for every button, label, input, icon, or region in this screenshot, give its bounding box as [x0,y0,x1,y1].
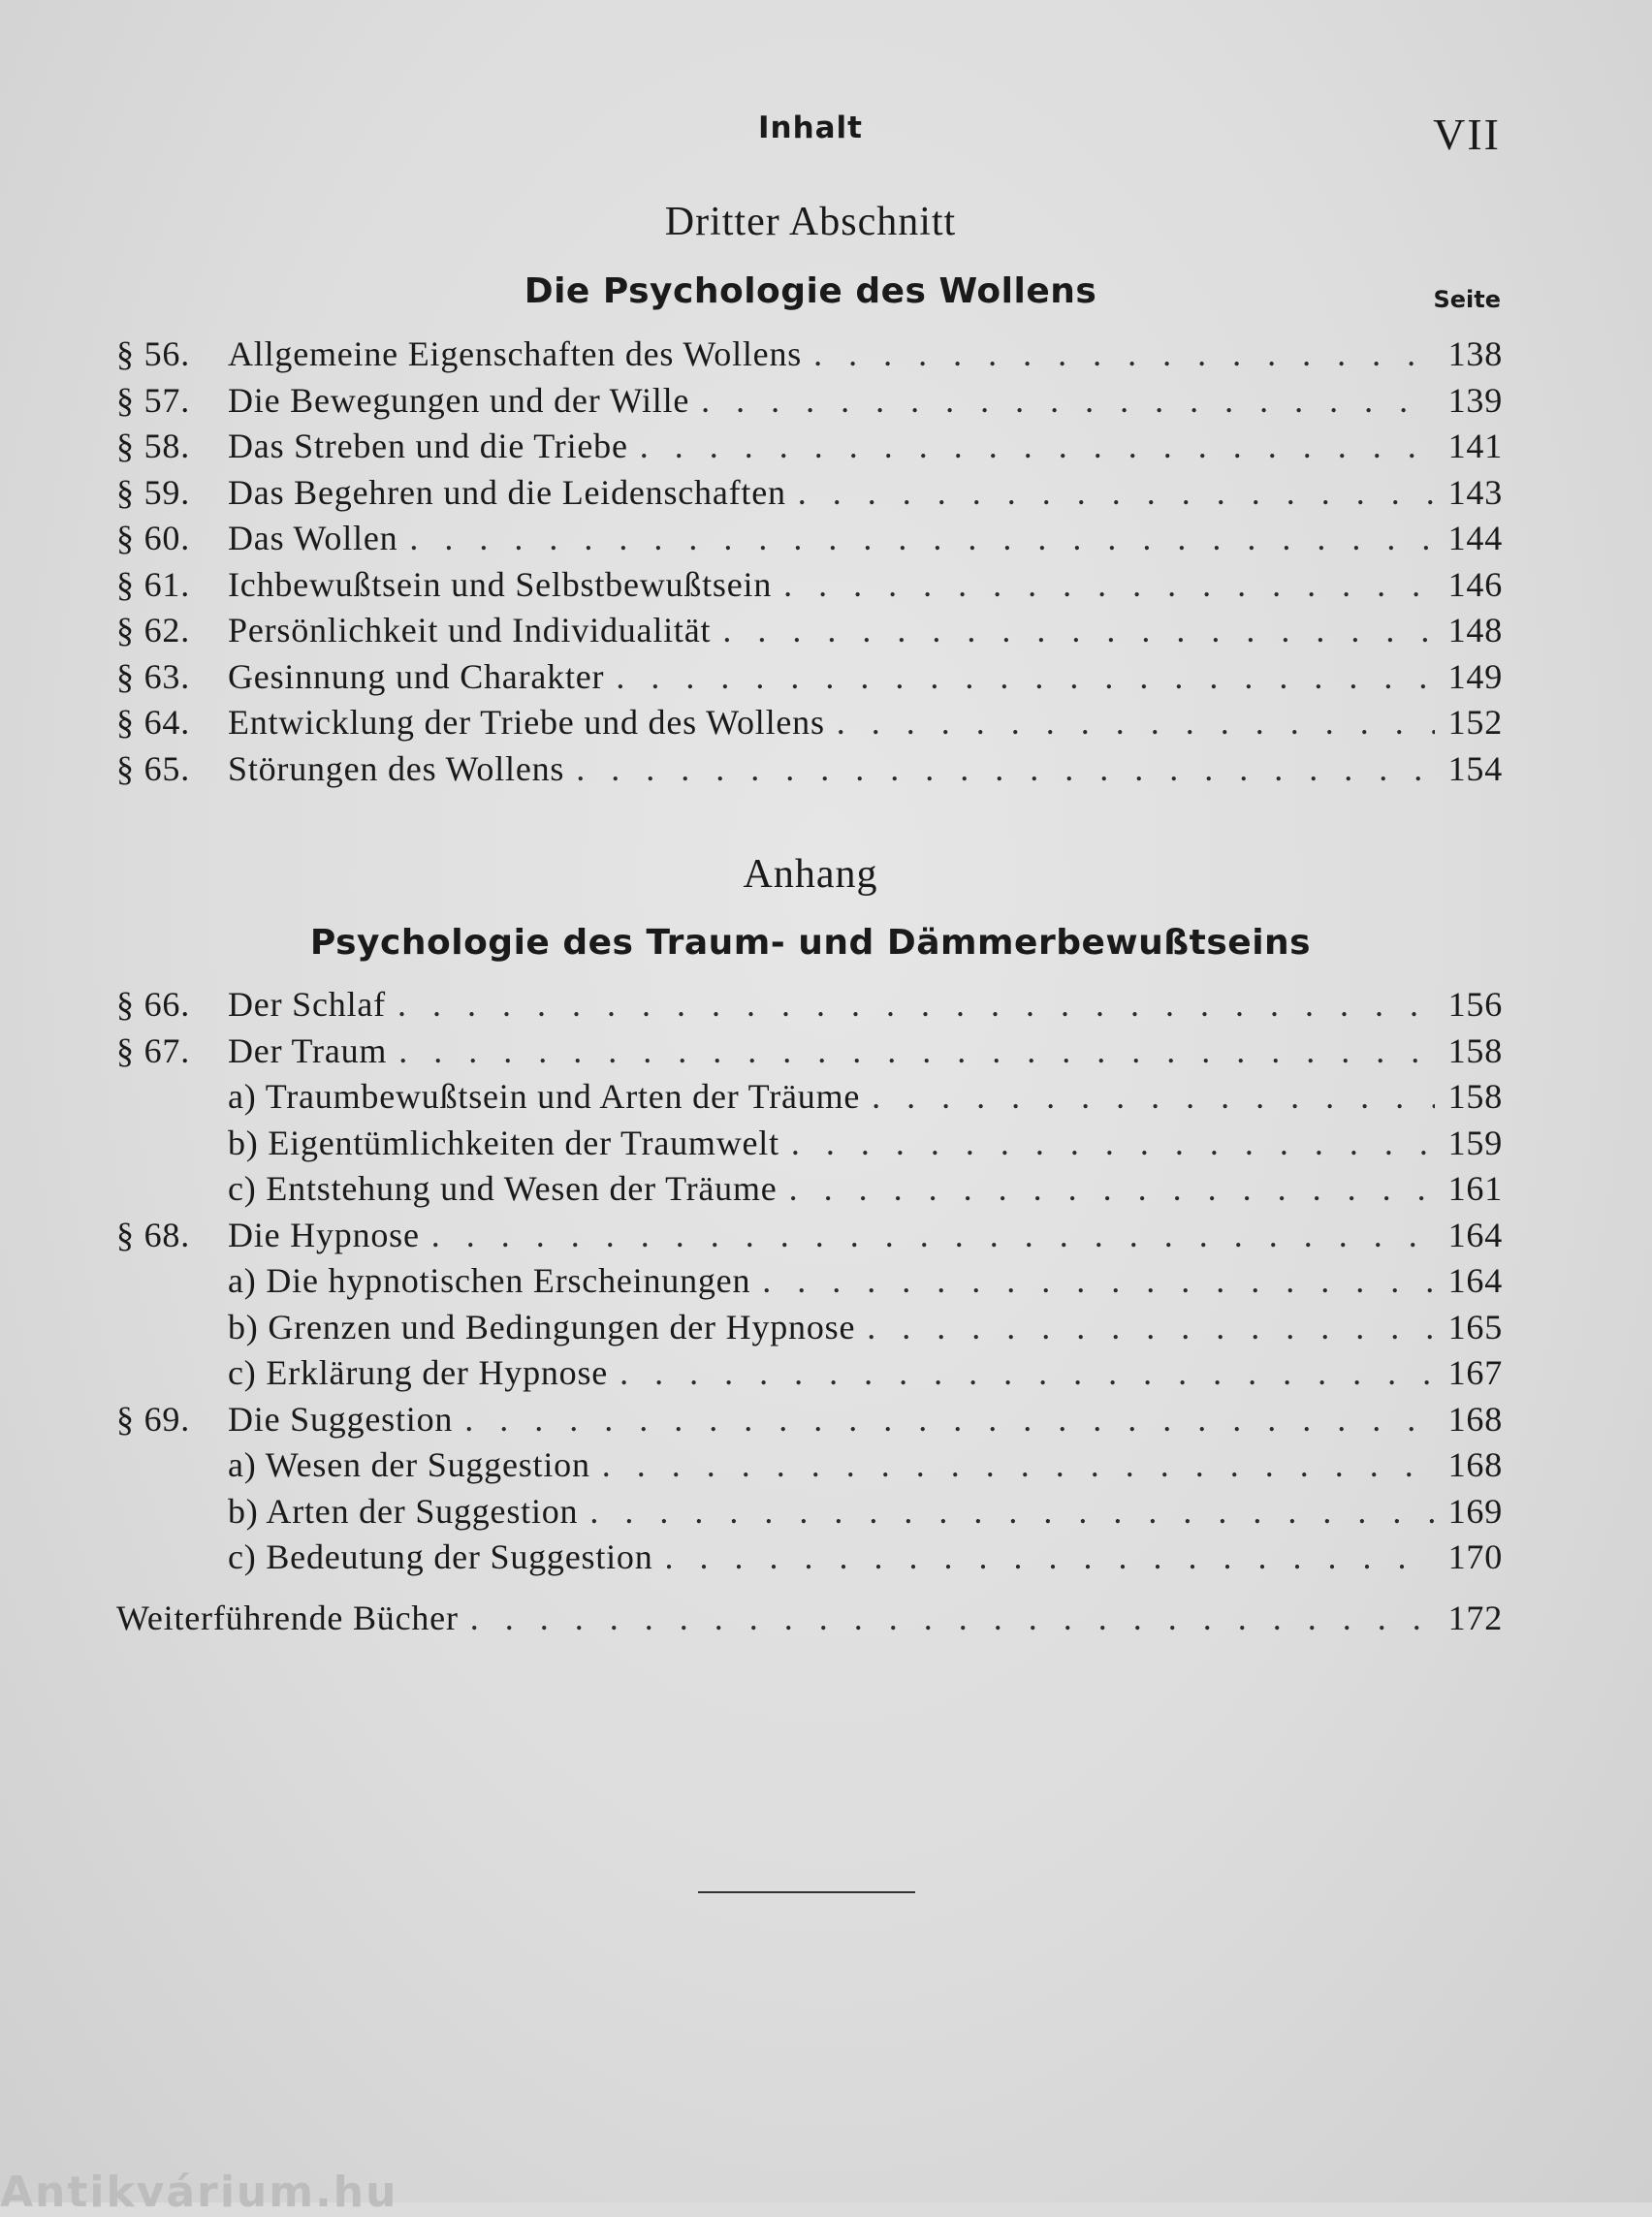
dot-leader [867,1307,1435,1347]
toc-entry[interactable] [116,380,1503,427]
toc-entry-label: Der Traum [228,1030,388,1070]
toc-entry-number: § 69. [116,1399,190,1439]
appendix-toc [116,984,1503,1583]
toc-entry[interactable] [116,564,1503,611]
toc-entry[interactable] [116,702,1503,748]
dot-leader [470,1598,1435,1638]
toc-entry-page: 159 [1447,1123,1503,1162]
dot-leader [789,1168,1435,1209]
toc-subentry[interactable] [116,1123,1503,1169]
toc-entry-label: Die Hypnose [228,1215,420,1254]
toc-entry-page: 161 [1447,1169,1503,1208]
toc-entry-label: Gesinnung und Charakter [228,656,605,696]
toc-entry[interactable] [116,1030,1503,1077]
toc-entry-label: a) Die hypnotischen Erscheinungen [228,1261,751,1300]
toc-entry-number: § 60. [116,519,190,557]
toc-entry-further-reading[interactable] [116,1598,1503,1644]
toc-subentry[interactable] [116,1260,1503,1307]
toc-entry-label: Allgemeine Eigenschaften des Wollens [228,334,803,373]
watermark: Antikvárium.hu [0,2168,398,2217]
toc-entry-page: 158 [1447,1077,1503,1116]
toc-entry-label: b) Eigentümlichkeiten der Traumwelt [228,1123,779,1162]
section3-title: Die Psychologie des Wollens [524,271,1097,311]
toc-entry-label: Weiterführende Bücher [116,1599,459,1637]
dot-leader [762,1260,1435,1301]
toc-subentry[interactable] [116,1444,1503,1491]
toc-entry[interactable] [116,333,1503,380]
toc-entry-label: Das Streben und die Triebe [228,427,628,465]
toc-entry-label: Persönlichkeit und Individualität [228,611,712,649]
toc-entry[interactable] [116,748,1503,795]
toc-entry-page: 139 [1447,380,1503,420]
section3-toc [116,333,1503,794]
toc-entry[interactable] [116,1399,1503,1445]
dot-leader [813,333,1435,374]
toc-subentry[interactable] [116,1076,1503,1123]
toc-entry-label: Die Suggestion [228,1399,454,1439]
toc-entry-label: c) Entstehung und Wesen der Träume [228,1169,778,1208]
dot-leader [589,1491,1435,1532]
toc-entry-page: 172 [1447,1599,1503,1637]
dot-leader [872,1076,1435,1117]
toc-entry-number: § 57. [116,380,190,420]
section3-heading: Dritter Abschnitt [664,200,957,244]
toc-entry-number: § 67. [116,1030,190,1070]
toc-entry-number: § 63. [116,656,190,696]
toc-entry[interactable] [116,518,1503,564]
toc-entry[interactable] [116,426,1503,472]
toc-entry-page: 152 [1447,703,1503,742]
toc-entry-page: 141 [1447,427,1503,465]
toc-entry[interactable] [116,1215,1503,1261]
toc-entry[interactable] [116,656,1503,703]
toc-entry-page: 170 [1447,1537,1503,1576]
toc-entry-label: Entwicklung der Triebe und des Wollens [228,703,825,742]
running-head [0,109,1652,157]
toc-entry-number: § 58. [116,427,190,465]
toc-entry[interactable] [116,472,1503,519]
toc-subentry[interactable] [116,1352,1503,1399]
toc-entry-label: Störungen des Wollens [228,748,565,788]
toc-entry-label: b) Arten der Suggestion [228,1491,579,1531]
toc-entry-number: § 66. [116,985,190,1024]
toc-entry-page: 158 [1447,1030,1503,1070]
page-column-label: Seite [1433,286,1501,313]
toc-entry-label: Die Bewegungen und der Wille [228,380,690,420]
dot-leader [783,564,1435,605]
toc-subentry[interactable] [116,1536,1503,1583]
dot-leader [398,1030,1435,1071]
toc-entry-number: § 61. [116,564,190,604]
toc-entry-number: § 56. [116,334,190,373]
dot-leader [576,748,1435,789]
toc-entry-label: Das Wollen [228,519,398,557]
toc-entry-label: Das Begehren und die Leidenschaften [228,472,786,512]
toc-entry-number: § 65. [116,748,190,788]
toc-subentry[interactable] [116,1491,1503,1537]
dot-leader [701,380,1435,421]
toc-entry-page: 144 [1447,519,1503,557]
toc-entry-page: 146 [1447,564,1503,604]
dot-leader [665,1536,1435,1577]
toc-entry-page: 154 [1447,748,1503,788]
toc-entry-page: 148 [1447,611,1503,649]
toc-entry-page: 164 [1447,1261,1503,1300]
toc-entry-page: 164 [1447,1215,1503,1254]
toc-entry-page: 167 [1447,1353,1503,1392]
toc-entry-label: a) Wesen der Suggestion [228,1445,590,1484]
further-reading-toc [116,1598,1503,1644]
toc-entry-label: c) Erklärung der Hypnose [228,1353,609,1392]
dot-leader [722,610,1435,650]
toc-entry[interactable] [116,610,1503,656]
toc-entry-page: 168 [1447,1445,1503,1484]
toc-entry-label: a) Traumbewußtsein und Arten der Träume [228,1077,861,1116]
toc-subentry[interactable] [116,1168,1503,1215]
appendix-heading: Anhang [743,852,878,897]
toc-subentry[interactable] [116,1307,1503,1353]
dot-leader [397,984,1435,1025]
toc-entry-page: 169 [1447,1491,1503,1531]
toc-entry-page: 143 [1447,472,1503,512]
toc-entry-label: b) Grenzen und Bedingungen der Hypnose [228,1307,856,1346]
dot-leader [616,656,1435,697]
dot-leader [837,702,1435,743]
toc-entry-label: Ichbewußtsein und Selbstbewußtsein [228,564,773,604]
appendix-title: Psychologie des Traum- und Dämmerbewußtseins [309,923,1312,963]
dot-leader [409,518,1435,558]
toc-entry-number: § 62. [116,611,190,649]
toc-entry-number: § 64. [116,703,190,742]
closing-rule [698,1891,915,1893]
toc-entry-label: c) Bedeutung der Suggestion [228,1537,653,1576]
dot-leader [602,1444,1435,1485]
dot-leader [431,1215,1435,1255]
toc-entry-page: 138 [1447,334,1503,373]
dot-leader [798,472,1435,513]
page-number: VII [1433,110,1501,159]
toc-entry-page: 165 [1447,1307,1503,1346]
dot-leader [464,1399,1435,1440]
toc-entry[interactable] [116,984,1503,1030]
dot-leader [791,1123,1435,1163]
dot-leader [620,1352,1435,1393]
running-title: Inhalt [757,111,864,145]
toc-entry-number: § 59. [116,472,190,512]
toc-entry-page: 168 [1447,1399,1503,1439]
dot-leader [640,426,1435,466]
toc-entry-label: Der Schlaf [228,985,386,1024]
toc-entry-page: 149 [1447,656,1503,696]
toc-entry-number: § 68. [116,1215,190,1254]
toc-entry-page: 156 [1447,985,1503,1024]
